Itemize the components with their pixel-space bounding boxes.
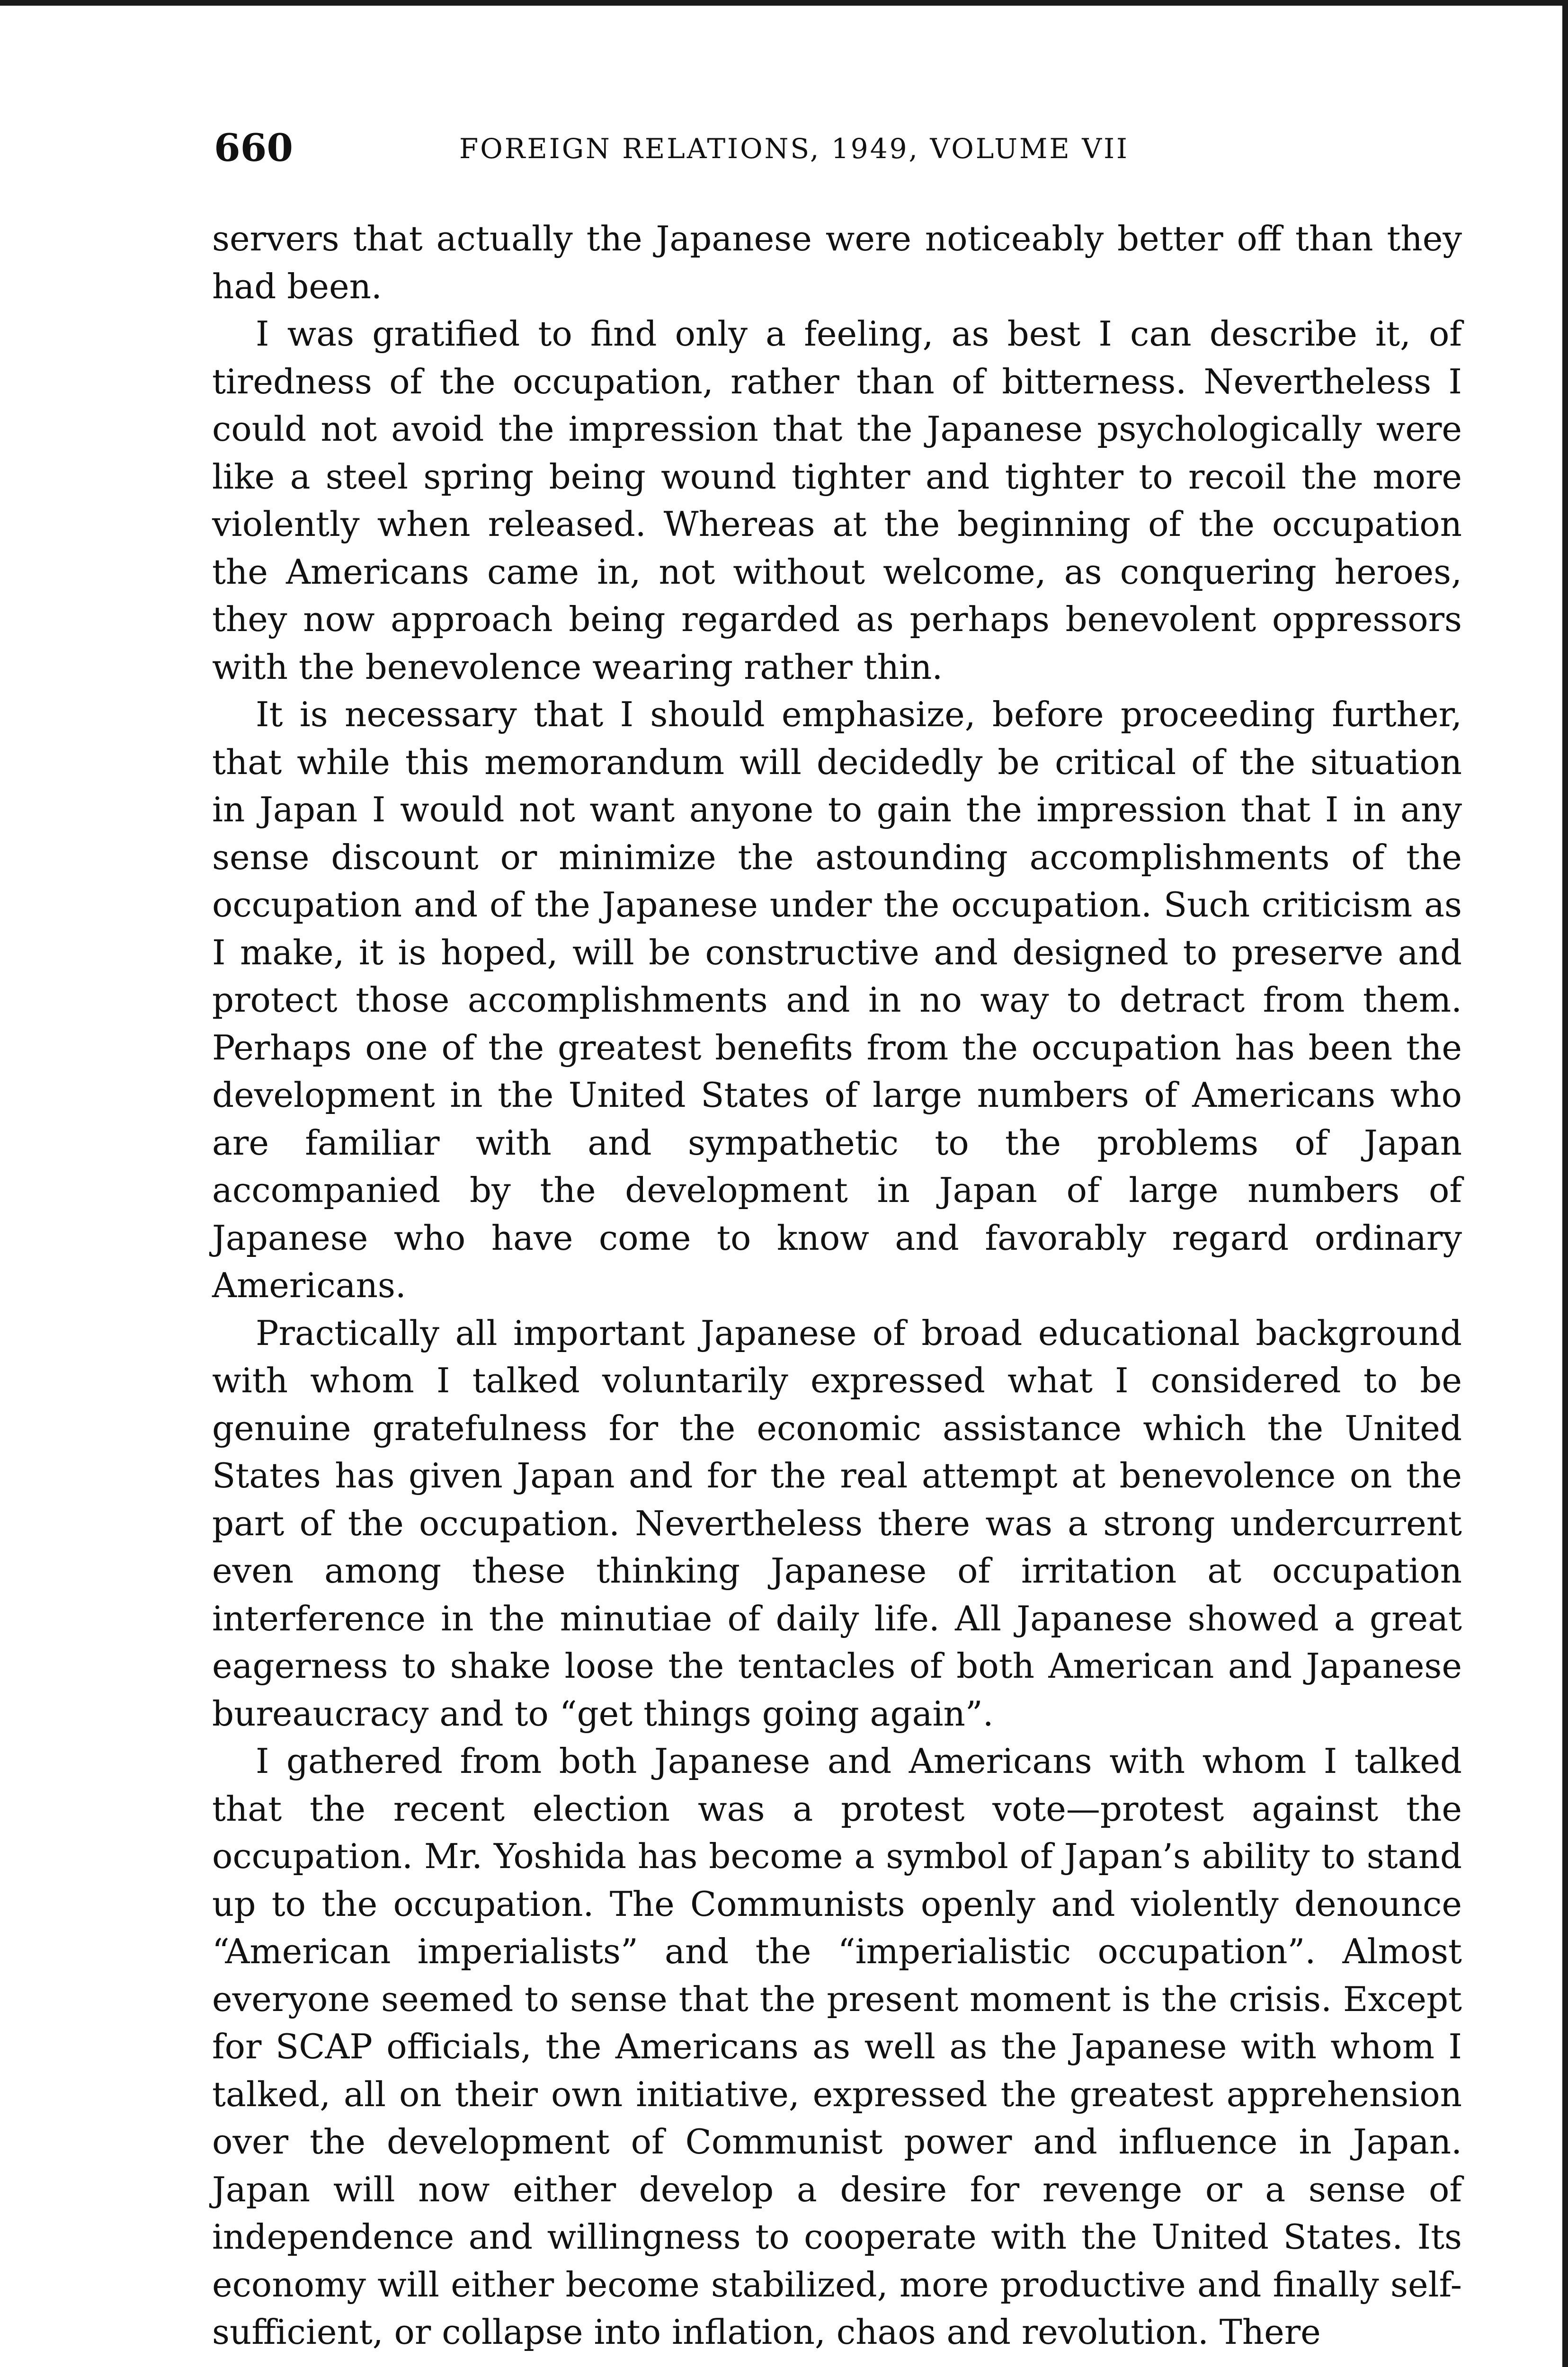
page-header: [214, 126, 1464, 178]
running-title: FOREIGN RELATIONS, 1949, VOLUME VII: [459, 133, 1129, 165]
page-number: 660: [214, 125, 293, 170]
paragraph: I gathered from both Japanese and Americans with whom I talked that the recent election was a protest vote—protest against the occupation. Mr. Yoshida has become a symbol of Japan’s ability to stand up to the occupation. The Communists openly and violently denounce “American imperialists” and the “imperialistic occupation”. Almost everyone seemed to sense that the present moment is the crisis. Except for SCAP officials, the Americans as well as the Japanese with whom I talked, all on their own initiative, expressed the greatest apprehension over the development of Communist power and influence in Japan. Japan will now either develop a desire for revenge or a sense of independence and willingness to cooperate with the United States. Its economy will either become stabilized, more productive and finally self-sufficient, or collapse into inflation, chaos and revolution. There: [212, 1741, 1462, 2352]
paragraph: It is necessary that I should emphasize, before proceeding further, that while this memorandum will decidedly be critical of the situation in Japan I would not want anyone to gain the impression that I in any sense discount or minimize the astounding accomplishments of the occupation and of the Japanese under the occupation. Such criticism as I make, it is hoped, will be constructive and designed to preserve and protect those accomplishments and in no way to detract from them. Perhaps one of the greatest benefits from the occupation has been the development in the United States of large numbers of Americans who are familiar with and sympathetic to the problems of Japan accompanied by the development in Japan of large numbers of Japanese who have come to know and favorably regard ordinary Americans.: [212, 694, 1462, 1305]
paragraph: I was gratified to find only a feeling, as best I can describe it, of tiredness of the occupation, rather than of bitterness. Nevertheless I could not avoid the impression that the Japanese psychologically were like a steel spring being wound tighter and tighter to recoil the more violently when released. Whereas at the beginning of the occupation the Americans came in, not without welcome, as conquering heroes, they now approach being regarded as perhaps benevolent oppressors with the benevolence wearing rather thin.: [212, 314, 1462, 687]
paragraph-continued: servers that actually the Japanese were noticeably better off than they had been.: [212, 219, 1462, 306]
paragraph: Practically all important Japanese of broad educational background with whom I talked voluntarily expressed what I considered to be genuine gratefulness for the economic assistance which the United States has given Japan and for the real attempt at benevolence on the part of the occupation. Nevertheless there was a strong undercurrent even among these thinking Japanese of irritation at occupation interference in the minutiae of daily life. All Japanese showed a great eagerness to shake loose the tentacles of both American and Japanese bureaucracy and to “get things going again”.: [212, 1313, 1462, 1734]
body-text: [212, 215, 1462, 2356]
